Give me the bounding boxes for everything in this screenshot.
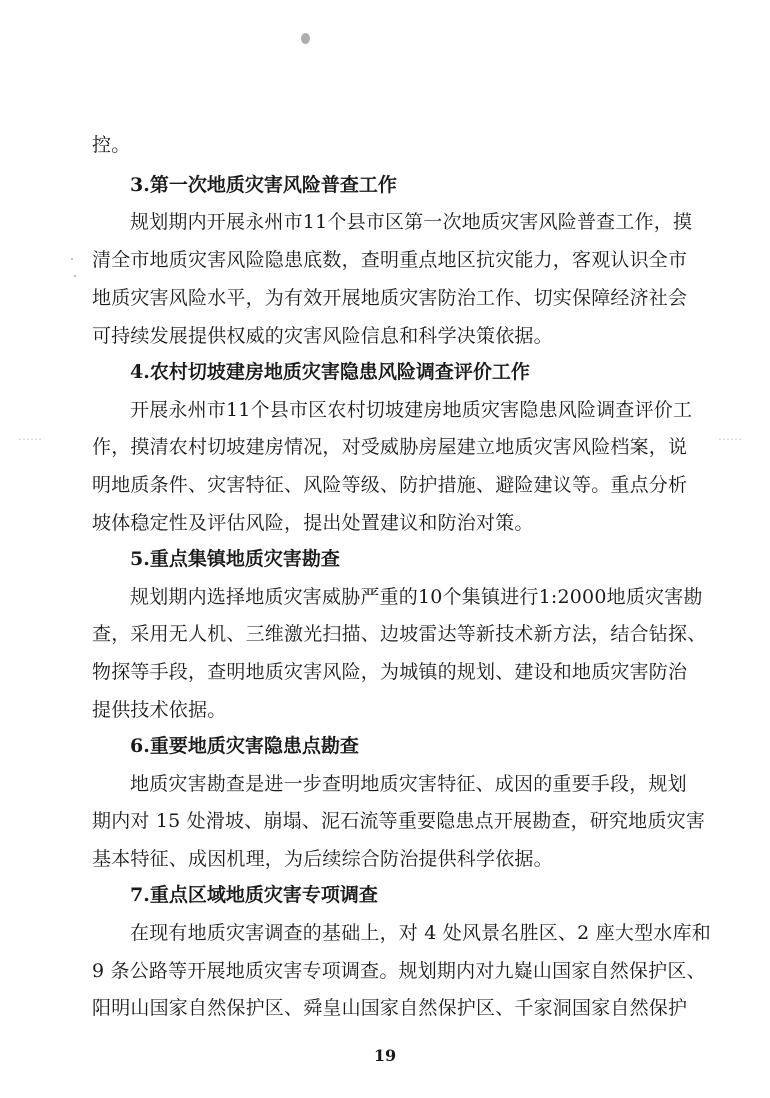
body-text-line: 清全市地质灾害风险隐患底数，查明重点地区抗灾能力，客观认识全市	[92, 249, 688, 271]
body-text-line: 地质灾害勘查是进一步查明地质灾害特征、成因的重要手段，规划	[130, 773, 687, 795]
scan-speck	[74, 275, 76, 277]
scan-shadow-mark: ⋯⋯	[718, 432, 742, 446]
page-number: 19	[373, 1046, 397, 1065]
body-text-line: 提供技术依据。	[92, 699, 227, 721]
body-text-line: 9 条公路等开展地质灾害专项调查。规划期内对九嶷山国家自然保护区、	[92, 960, 706, 982]
body-text-line: 规划期内开展永州市11个县市区第一次地质灾害风险普查工作，摸	[130, 211, 693, 233]
body-text-line: 期内对 15 处滑坡、崩塌、泥石流等重要隐患点开展勘查，研究地质灾害	[92, 810, 706, 832]
body-text-line: 可持续发展提供权威的灾害风险信息和科学决策依据。	[92, 325, 553, 347]
body-text-line: 地质灾害风险水平，为有效开展地质灾害防治工作、切实保障经济社会	[92, 287, 688, 309]
body-text-line: 物探等手段，查明地质灾害风险，为城镇的规划、建设和地质灾害防治	[92, 661, 688, 683]
scan-shadow-mark: ⋯⋯	[18, 432, 42, 446]
body-text-line: 在现有地质灾害调查的基础上，对 4 处风景名胜区、2 座大型水库和	[130, 922, 711, 944]
body-text-line: 明地质条件、灾害特征、风险等级、防护措施、避险建议等。重点分析	[92, 474, 688, 496]
section-heading: 5.重点集镇地质灾害勘查	[130, 548, 340, 570]
section-heading: 4.农村切坡建房地质灾害隐患风险调查评价工作	[130, 361, 530, 383]
section-heading: 6.重要地质灾害隐患点勘查	[130, 735, 359, 757]
body-text-line: 坡体稳定性及评估风险，提出处置建议和防治对策。	[92, 512, 534, 534]
body-text-line: 阳明山国家自然保护区、舜皇山国家自然保护区、千家洞国家自然保护	[92, 997, 688, 1019]
body-text-line: 开展永州市11个县市区农村切坡建房地质灾害隐患风险调查评价工	[130, 399, 693, 421]
body-text-line: 作，摸清农村切坡建房情况，对受威胁房屋建立地质灾害风险档案，说	[92, 436, 688, 458]
scan-speck	[301, 33, 310, 44]
body-text-line: 基本特征、成因机理，为后续综合防治提供科学依据。	[92, 848, 553, 870]
body-text-line: 规划期内选择地质灾害威胁严重的10个集镇进行1:2000地质灾害勘	[130, 586, 703, 608]
body-text-line: 控。	[92, 134, 131, 156]
body-text-line: 查，采用无人机、三维激光扫描、边坡雷达等新技术新方法，结合钻探、	[92, 623, 707, 645]
section-heading: 3.第一次地质灾害风险普查工作	[130, 174, 397, 196]
scan-speck	[71, 258, 73, 260]
section-heading: 7.重点区域地质灾害专项调查	[130, 884, 378, 906]
